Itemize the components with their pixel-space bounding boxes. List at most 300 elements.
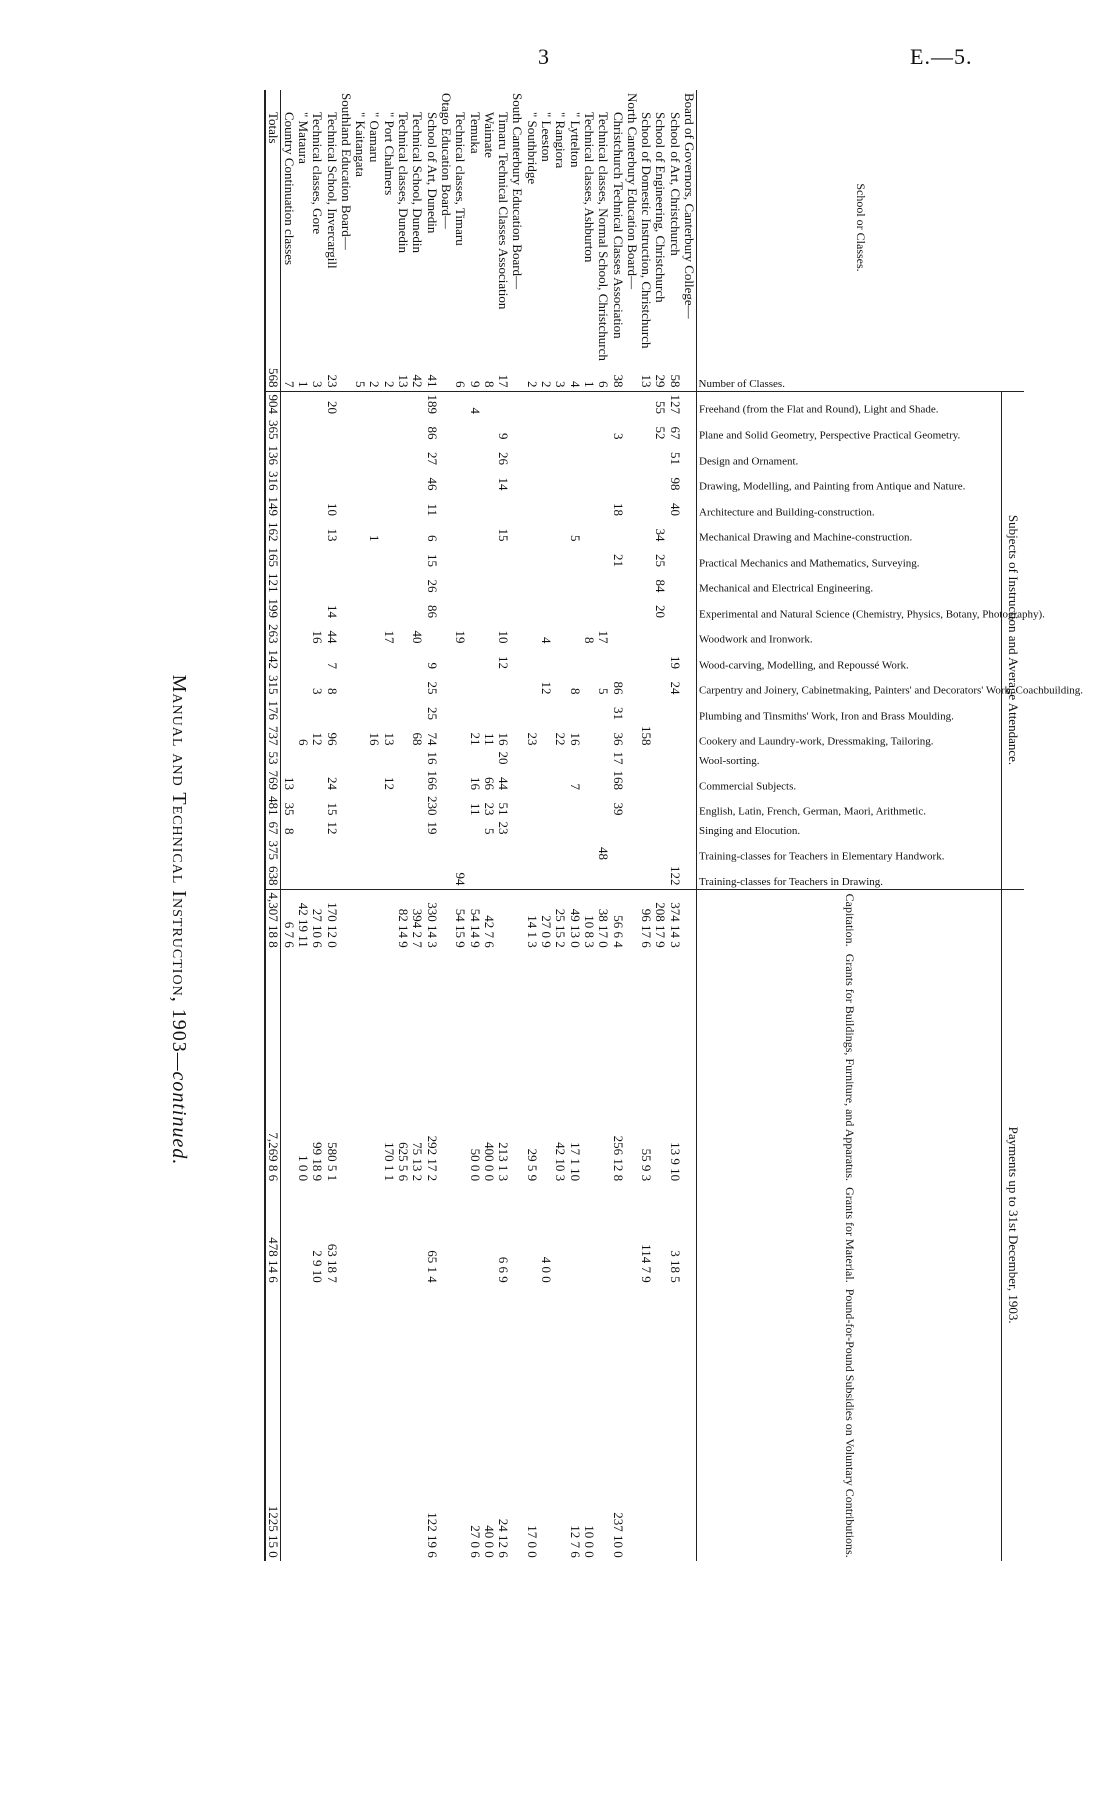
attendance-cell (281, 596, 296, 622)
class-count: 29 (653, 374, 669, 388)
attendance-cell (296, 749, 310, 768)
attendance-cell (639, 519, 653, 545)
attendance-cell (524, 570, 538, 596)
attendance-cell (353, 468, 367, 494)
payment-cell (539, 951, 553, 1184)
attendance-cell (439, 838, 453, 864)
manual-technical-instruction-table (264, 90, 1084, 1561)
payment-cell (467, 1184, 481, 1286)
attendance-cell (296, 417, 310, 443)
attendance-cell: 25 (653, 554, 669, 567)
attendance-cell (410, 672, 424, 698)
totals-payment-cell: 7,269 8 6 (265, 951, 281, 1184)
attendance-cell (667, 838, 681, 864)
attendance-cell (439, 698, 453, 724)
payment-cell (567, 1184, 581, 1286)
attendance-cell: 122 (667, 866, 683, 886)
attendance-cell (439, 494, 453, 520)
attendance-cell: 10 (496, 630, 512, 644)
attendance-cell (296, 596, 310, 622)
attendance-cell (439, 793, 453, 819)
attendance-cell (482, 417, 496, 443)
class-count (682, 365, 697, 391)
attendance-cell (410, 863, 424, 889)
attendance-cell (667, 723, 681, 749)
attendance-cell (410, 698, 424, 724)
attendance-cell (482, 443, 496, 469)
attendance-cell (339, 494, 353, 520)
payment-cell: 54 15 9 (453, 889, 467, 951)
attendance-cell (367, 863, 381, 889)
school-name: Technical classes, Dunedin (396, 112, 412, 253)
attendance-cell (524, 647, 538, 673)
totals-classes: 568 (265, 365, 281, 391)
attendance-cell (667, 621, 681, 647)
attendance-cell (396, 468, 410, 494)
school-name: Technical classes, Gore (310, 112, 326, 235)
attendance-cell (610, 519, 624, 545)
attendance-cell: 11 (467, 802, 483, 816)
attendance-cell (410, 768, 424, 794)
attendance-cell (482, 391, 496, 417)
attendance-cell: 4 (467, 391, 481, 417)
attendance-cell (453, 768, 467, 794)
attendance-cell (324, 698, 338, 724)
attendance-cell (367, 793, 381, 819)
attendance-cell (324, 468, 338, 494)
attendance-cell (582, 723, 596, 749)
attendance-cell: 23 (481, 802, 497, 816)
attendance-cell (453, 793, 467, 819)
attendance-cell: 6 (295, 739, 311, 746)
attendance-cell (625, 468, 639, 494)
attendance-cell (381, 519, 395, 545)
totals-attendance-cell: 638 (265, 863, 281, 889)
attendance-cell (281, 621, 296, 647)
attendance-cell (367, 647, 381, 673)
attendance-cell (524, 863, 538, 889)
payment-cell: 55 9 3 (639, 1148, 655, 1182)
payment-cell (682, 1286, 697, 1561)
payment-cell: 6 7 6 (281, 889, 296, 951)
attendance-cell (381, 468, 395, 494)
attendance-cell (367, 494, 381, 520)
attendance-cell (353, 443, 367, 469)
payment-cell (396, 1184, 410, 1286)
attendance-cell (453, 570, 467, 596)
totals-attendance-cell: 737 (265, 723, 281, 749)
subject-column-header: Experimental and Natural Science (Chemistry, Physics, Botany, Photography). (697, 596, 1002, 622)
class-count: 1 (581, 381, 597, 388)
payment-cell: 213 1 3 (496, 1142, 512, 1182)
attendance-cell (682, 621, 697, 647)
attendance-cell: 12 (310, 732, 326, 746)
attendance-cell: 189 (424, 391, 438, 417)
attendance-cell (339, 570, 353, 596)
attendance-cell (582, 570, 596, 596)
class-count: 38 (610, 374, 626, 388)
attendance-cell (367, 570, 381, 596)
payment-cell (353, 889, 367, 951)
payment-cell (367, 1286, 381, 1561)
payment-cell: 42 19 11 (296, 889, 310, 951)
attendance-cell (596, 723, 610, 749)
attendance-cell (682, 749, 697, 768)
attendance-cell (596, 519, 610, 545)
payment-cell (582, 951, 596, 1184)
payment-cell (310, 1286, 324, 1561)
attendance-cell: 26 (496, 452, 512, 465)
payment-cell (453, 951, 467, 1184)
attendance-cell (496, 494, 510, 520)
attendance-cell (339, 698, 353, 724)
attendance-cell (496, 570, 510, 596)
attendance-cell (410, 819, 424, 838)
subject-column-header: Singing and Elocution. (697, 819, 1002, 838)
attendance-cell (567, 749, 581, 768)
table-row (339, 90, 353, 1561)
class-count: 17 (496, 374, 512, 388)
attendance-cell (396, 647, 410, 673)
attendance-cell (667, 793, 681, 819)
attendance-cell (639, 672, 653, 698)
payment-cell: 292 17 2 (424, 1135, 440, 1182)
school-name: " Port Chalmers (381, 112, 397, 196)
attendance-cell (553, 863, 567, 889)
attendance-cell (610, 838, 624, 864)
attendance-cell (381, 596, 395, 622)
totals-attendance-cell: 136 (265, 443, 281, 469)
attendance-cell (339, 647, 353, 673)
attendance-cell (524, 391, 538, 417)
table-title: Manual and Technical Instruction, 1903—continued. (168, 674, 190, 1166)
school-name: " Lyttelton (567, 112, 583, 168)
table-row (439, 90, 453, 1561)
class-count: 4 (567, 381, 583, 388)
attendance-cell (467, 417, 481, 443)
attendance-cell (396, 443, 410, 469)
attendance-cell (396, 698, 410, 724)
attendance-cell: 16 (310, 630, 326, 644)
attendance-cell (510, 647, 524, 673)
attendance-cell: 168 (610, 770, 626, 790)
subject-column-header: Mechanical and Electrical Engineering. (697, 570, 1002, 596)
attendance-cell (539, 768, 553, 794)
attendance-cell (439, 672, 453, 698)
payment-cell: 6 6 9 (496, 1256, 512, 1283)
attendance-cell (625, 838, 639, 864)
attendance-cell (553, 819, 567, 838)
attendance-cell (539, 793, 553, 819)
attendance-cell: 15 (324, 802, 340, 816)
attendance-cell (310, 647, 324, 673)
attendance-cell (453, 468, 467, 494)
table-body (265, 90, 696, 1561)
attendance-cell: 13 (324, 528, 340, 542)
class-count: 1 (295, 381, 311, 388)
payment-cell: 374 14 3 (667, 889, 681, 951)
attendance-cell (596, 819, 610, 838)
payment-cell: 17 0 0 (524, 1525, 540, 1558)
table-row (639, 90, 653, 1561)
attendance-cell (339, 768, 353, 794)
attendance-cell (682, 468, 697, 494)
table-row (296, 90, 310, 1561)
attendance-cell: 39 (610, 802, 626, 816)
school-name: Board of Governors, Canterbury College— (682, 93, 697, 319)
attendance-cell: 15 (424, 554, 440, 567)
payment-cell: 12 7 6 (567, 1525, 583, 1558)
payment-cell: 3 18 5 (667, 1250, 683, 1283)
attendance-cell (281, 723, 296, 749)
payment-cell (625, 889, 639, 951)
attendance-cell: 36 (610, 732, 626, 746)
payment-cell (281, 951, 296, 1184)
attendance-cell (281, 838, 296, 864)
subject-column-header: English, Latin, French, German, Maori, Arithmetic. (697, 793, 1002, 819)
attendance-cell (296, 793, 310, 819)
attendance-cell: 22 (553, 732, 569, 746)
table-row (682, 90, 697, 1561)
attendance-cell: 8 (281, 828, 297, 835)
attendance-cell (310, 838, 324, 864)
table-row (396, 90, 410, 1561)
totals-attendance-cell: 316 (265, 468, 281, 494)
payment-cell: 29 5 9 (524, 1148, 540, 1182)
attendance-cell (467, 698, 481, 724)
attendance-cell (467, 570, 481, 596)
attendance-cell (439, 443, 453, 469)
attendance-cell: 20 (324, 391, 338, 417)
payment-cell (539, 1286, 553, 1561)
attendance-cell (639, 749, 653, 768)
school-name: " Kaitangata (353, 112, 369, 177)
attendance-cell (396, 545, 410, 571)
attendance-cell (339, 819, 353, 838)
attendance-cell (381, 545, 395, 571)
subject-column-header: Design and Ornament. (697, 443, 1002, 469)
payment-cell (339, 1286, 353, 1561)
attendance-cell: 12 (539, 681, 555, 695)
attendance-cell (596, 468, 610, 494)
attendance-cell (467, 621, 481, 647)
attendance-cell (682, 443, 697, 469)
attendance-cell (496, 545, 510, 571)
attendance-cell (453, 519, 467, 545)
attendance-cell (524, 672, 538, 698)
class-count: 8 (481, 381, 497, 388)
attendance-cell (296, 443, 310, 469)
attendance-cell (682, 545, 697, 571)
school-name: Technical School, Invercargill (324, 112, 340, 269)
payment-cell: 25 15 2 (553, 889, 567, 951)
attendance-cell: 17 (596, 630, 612, 644)
attendance-cell (482, 749, 496, 768)
payment-cell (653, 1286, 667, 1561)
attendance-cell (582, 749, 596, 768)
payment-cell (682, 889, 697, 951)
attendance-cell (610, 621, 624, 647)
attendance-cell (353, 621, 367, 647)
subject-column-header: Freehand (from the Flat and Round), Light and Shade. (697, 391, 1002, 417)
attendance-cell (367, 672, 381, 698)
attendance-cell (396, 793, 410, 819)
attendance-cell (367, 545, 381, 571)
attendance-cell (625, 596, 639, 622)
totals-attendance-cell: 142 (265, 647, 281, 673)
class-count: 6 (453, 381, 469, 388)
attendance-cell (510, 838, 524, 864)
attendance-cell (339, 545, 353, 571)
attendance-cell (482, 545, 496, 571)
payments-group-header: Payments up to 31st December, 1903. (1002, 889, 1025, 1561)
payment-cell (510, 1184, 524, 1286)
payment-cell (281, 1184, 296, 1286)
attendance-cell: 15 (496, 528, 512, 542)
attendance-cell (367, 596, 381, 622)
attendance-cell (453, 838, 467, 864)
attendance-cell (410, 838, 424, 864)
attendance-cell (524, 838, 538, 864)
attendance-cell (667, 596, 681, 622)
attendance-cell (682, 723, 697, 749)
attendance-cell: 13 (281, 777, 297, 790)
attendance-cell: 230 (424, 796, 440, 816)
attendance-cell (296, 494, 310, 520)
payment-cell (625, 1184, 639, 1286)
attendance-cell: 3 (310, 688, 326, 695)
payment-cell: 330 14 3 (424, 889, 438, 951)
payment-cell: 10 8 3 (582, 889, 596, 951)
attendance-cell (381, 570, 395, 596)
attendance-cell (524, 819, 538, 838)
attendance-cell (539, 519, 553, 545)
attendance-cell (510, 768, 524, 794)
attendance-cell (439, 863, 453, 889)
attendance-cell (582, 443, 596, 469)
attendance-cell: 4 (539, 637, 555, 644)
attendance-cell (610, 391, 624, 417)
payment-cell: 208 17 9 (653, 889, 667, 951)
attendance-cell (396, 838, 410, 864)
table-row (353, 90, 367, 1561)
attendance-cell (639, 768, 653, 794)
payment-cell: 99 18 9 (310, 1142, 326, 1182)
attendance-cell (381, 672, 395, 698)
attendance-cell (510, 468, 524, 494)
attendance-cell (396, 621, 410, 647)
attendance-cell (524, 468, 538, 494)
attendance-cell (453, 749, 467, 768)
attendance-cell (381, 838, 395, 864)
attendance-cell (453, 545, 467, 571)
attendance-cell (324, 570, 338, 596)
attendance-cell (296, 819, 310, 838)
attendance-cell: 84 (653, 579, 669, 593)
school-name: " Rangiora (553, 112, 569, 169)
attendance-cell: 46 (424, 477, 440, 491)
attendance-cell (453, 391, 467, 417)
payment-cell: 27 0 6 (467, 1525, 483, 1558)
subject-column-header: Wool-sorting. (697, 749, 1002, 768)
attendance-cell (539, 838, 553, 864)
subject-column-header: Plane and Solid Geometry, Perspective Practical Geometry. (697, 417, 1002, 443)
attendance-cell (467, 838, 481, 864)
attendance-cell (639, 698, 653, 724)
attendance-cell (324, 417, 338, 443)
attendance-cell (482, 596, 496, 622)
attendance-cell (539, 494, 553, 520)
school-name: School of Domestic Instruction, Christchurch (639, 112, 655, 349)
attendance-cell (439, 749, 453, 768)
class-count: 13 (639, 374, 655, 388)
attendance-cell (467, 672, 481, 698)
school-name: School of Art, Dunedin (424, 112, 440, 234)
payment-cell (339, 889, 353, 951)
attendance-cell (453, 443, 467, 469)
subject-column-header: Training-classes for Teachers in Elementary Handwork. (697, 838, 1002, 864)
attendance-cell (396, 723, 410, 749)
attendance-cell: 52 (653, 426, 669, 440)
payment-cell: 56 6 4 (610, 889, 624, 951)
attendance-cell (353, 838, 367, 864)
attendance-cell (653, 749, 667, 768)
attendance-cell (296, 570, 310, 596)
attendance-cell (396, 749, 410, 768)
attendance-cell (553, 749, 567, 768)
attendance-cell (296, 863, 310, 889)
attendance-cell (353, 863, 367, 889)
attendance-cell (296, 838, 310, 864)
payment-cell: 14 1 3 (524, 889, 538, 951)
attendance-cell (324, 545, 338, 571)
attendance-cell (439, 391, 453, 417)
attendance-cell (567, 545, 581, 571)
attendance-cell (567, 621, 581, 647)
class-count: 13 (396, 374, 412, 388)
table-row (482, 90, 496, 1561)
attendance-cell (482, 698, 496, 724)
attendance-cell (639, 838, 653, 864)
attendance-cell (510, 672, 524, 698)
attendance-cell (367, 749, 381, 768)
attendance-cell (310, 468, 324, 494)
attendance-cell: 35 (281, 802, 297, 816)
attendance-cell: 9 (424, 662, 440, 669)
payment-cell (482, 1184, 496, 1286)
school-column-header: School or Classes. (697, 90, 1025, 365)
attendance-cell (682, 647, 697, 673)
attendance-cell (281, 647, 296, 673)
attendance-cell (339, 391, 353, 417)
payment-cell (510, 889, 524, 951)
table-row (582, 90, 596, 1561)
attendance-cell (539, 596, 553, 622)
payment-cell (553, 1286, 567, 1561)
attendance-cell (482, 863, 496, 889)
attendance-cell (553, 838, 567, 864)
school-name: " Oamaru (367, 112, 383, 163)
attendance-cell: 23 (524, 732, 540, 746)
attendance-cell (310, 417, 324, 443)
attendance-cell (281, 494, 296, 520)
attendance-cell (567, 863, 581, 889)
payment-cell: 4 0 0 (539, 1256, 555, 1283)
attendance-cell (567, 443, 581, 469)
payment-cell: 580 5 1 (324, 1142, 340, 1182)
attendance-cell (339, 621, 353, 647)
attendance-cell: 14 (496, 477, 512, 491)
